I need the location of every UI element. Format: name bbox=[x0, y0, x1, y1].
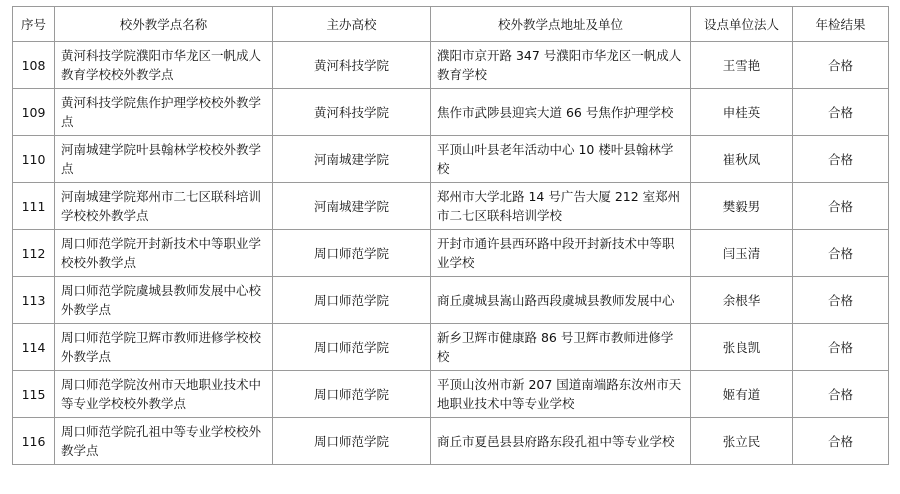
table-header bbox=[13, 7, 889, 42]
cell-school: 河南城建学院 bbox=[273, 183, 431, 230]
cell-result: 合格 bbox=[793, 230, 889, 277]
table-row bbox=[13, 136, 889, 183]
cell-address: 商丘虞城县嵩山路西段虞城县教师发展中心 bbox=[431, 277, 691, 324]
header-legal: 设点单位法人 bbox=[691, 7, 793, 42]
cell-school: 黄河科技学院 bbox=[273, 42, 431, 89]
header-name: 校外教学点名称 bbox=[55, 7, 273, 42]
cell-address: 平顶山叶县老年活动中心 10 楼叶县翰林学校 bbox=[431, 136, 691, 183]
cell-address: 平顶山汝州市新 207 国道南端路东汝州市天地职业技术中等专业学校 bbox=[431, 371, 691, 418]
cell-name: 周口师范学院虞城县教师发展中心校外教学点 bbox=[55, 277, 273, 324]
cell-result: 合格 bbox=[793, 136, 889, 183]
cell-name: 周口师范学院汝州市天地职业技术中等专业学校校外教学点 bbox=[55, 371, 273, 418]
cell-result: 合格 bbox=[793, 371, 889, 418]
cell-name: 黄河科技学院濮阳市华龙区一帆成人教育学校校外教学点 bbox=[55, 42, 273, 89]
header-row bbox=[13, 7, 889, 42]
table-container bbox=[12, 6, 889, 465]
cell-result: 合格 bbox=[793, 324, 889, 371]
cell-result: 合格 bbox=[793, 42, 889, 89]
cell-address: 焦作市武陟县迎宾大道 66 号焦作护理学校 bbox=[431, 89, 691, 136]
cell-legal: 余根华 bbox=[691, 277, 793, 324]
cell-address: 商丘市夏邑县县府路东段孔祖中等专业学校 bbox=[431, 418, 691, 465]
cell-name: 黄河科技学院焦作护理学校校外教学点 bbox=[55, 89, 273, 136]
table-row bbox=[13, 230, 889, 277]
table-row bbox=[13, 42, 889, 89]
cell-legal: 姬有道 bbox=[691, 371, 793, 418]
cell-legal: 樊毅男 bbox=[691, 183, 793, 230]
header-result: 年检结果 bbox=[793, 7, 889, 42]
table-row bbox=[13, 418, 889, 465]
cell-no: 115 bbox=[13, 371, 55, 418]
cell-no: 112 bbox=[13, 230, 55, 277]
table-row bbox=[13, 277, 889, 324]
cell-legal: 申桂英 bbox=[691, 89, 793, 136]
cell-no: 116 bbox=[13, 418, 55, 465]
cell-address: 开封市通许县西环路中段开封新技术中等职业学校 bbox=[431, 230, 691, 277]
cell-no: 111 bbox=[13, 183, 55, 230]
cell-legal: 崔秋凤 bbox=[691, 136, 793, 183]
cell-address: 濮阳市京开路 347 号濮阳市华龙区一帆成人教育学校 bbox=[431, 42, 691, 89]
cell-name: 河南城建学院郑州市二七区联科培训学校校外教学点 bbox=[55, 183, 273, 230]
cell-result: 合格 bbox=[793, 418, 889, 465]
cell-school: 周口师范学院 bbox=[273, 324, 431, 371]
cell-school: 周口师范学院 bbox=[273, 230, 431, 277]
cell-legal: 张立民 bbox=[691, 418, 793, 465]
table-row bbox=[13, 324, 889, 371]
cell-name: 河南城建学院叶县翰林学校校外教学点 bbox=[55, 136, 273, 183]
table-row bbox=[13, 183, 889, 230]
cell-legal: 王雪艳 bbox=[691, 42, 793, 89]
table-row bbox=[13, 89, 889, 136]
table-row bbox=[13, 371, 889, 418]
cell-result: 合格 bbox=[793, 277, 889, 324]
cell-no: 110 bbox=[13, 136, 55, 183]
cell-school: 周口师范学院 bbox=[273, 277, 431, 324]
table-body bbox=[13, 42, 889, 465]
cell-school: 周口师范学院 bbox=[273, 418, 431, 465]
header-school: 主办高校 bbox=[273, 7, 431, 42]
cell-no: 108 bbox=[13, 42, 55, 89]
cell-name: 周口师范学院开封新技术中等职业学校校外教学点 bbox=[55, 230, 273, 277]
cell-no: 114 bbox=[13, 324, 55, 371]
cell-no: 109 bbox=[13, 89, 55, 136]
cell-address: 郑州市大学北路 14 号广告大厦 212 室郑州市二七区联科培训学校 bbox=[431, 183, 691, 230]
header-no: 序号 bbox=[13, 7, 55, 42]
cell-legal: 闫玉清 bbox=[691, 230, 793, 277]
cell-result: 合格 bbox=[793, 183, 889, 230]
cell-school: 河南城建学院 bbox=[273, 136, 431, 183]
cell-name: 周口师范学院孔祖中等专业学校校外教学点 bbox=[55, 418, 273, 465]
cell-result: 合格 bbox=[793, 89, 889, 136]
cell-school: 周口师范学院 bbox=[273, 371, 431, 418]
cell-name: 周口师范学院卫辉市教师进修学校校外教学点 bbox=[55, 324, 273, 371]
cell-school: 黄河科技学院 bbox=[273, 89, 431, 136]
cell-legal: 张良凯 bbox=[691, 324, 793, 371]
header-address: 校外教学点地址及单位 bbox=[431, 7, 691, 42]
cell-no: 113 bbox=[13, 277, 55, 324]
cell-address: 新乡卫辉市健康路 86 号卫辉市教师进修学校 bbox=[431, 324, 691, 371]
teaching-sites-table bbox=[12, 6, 889, 465]
